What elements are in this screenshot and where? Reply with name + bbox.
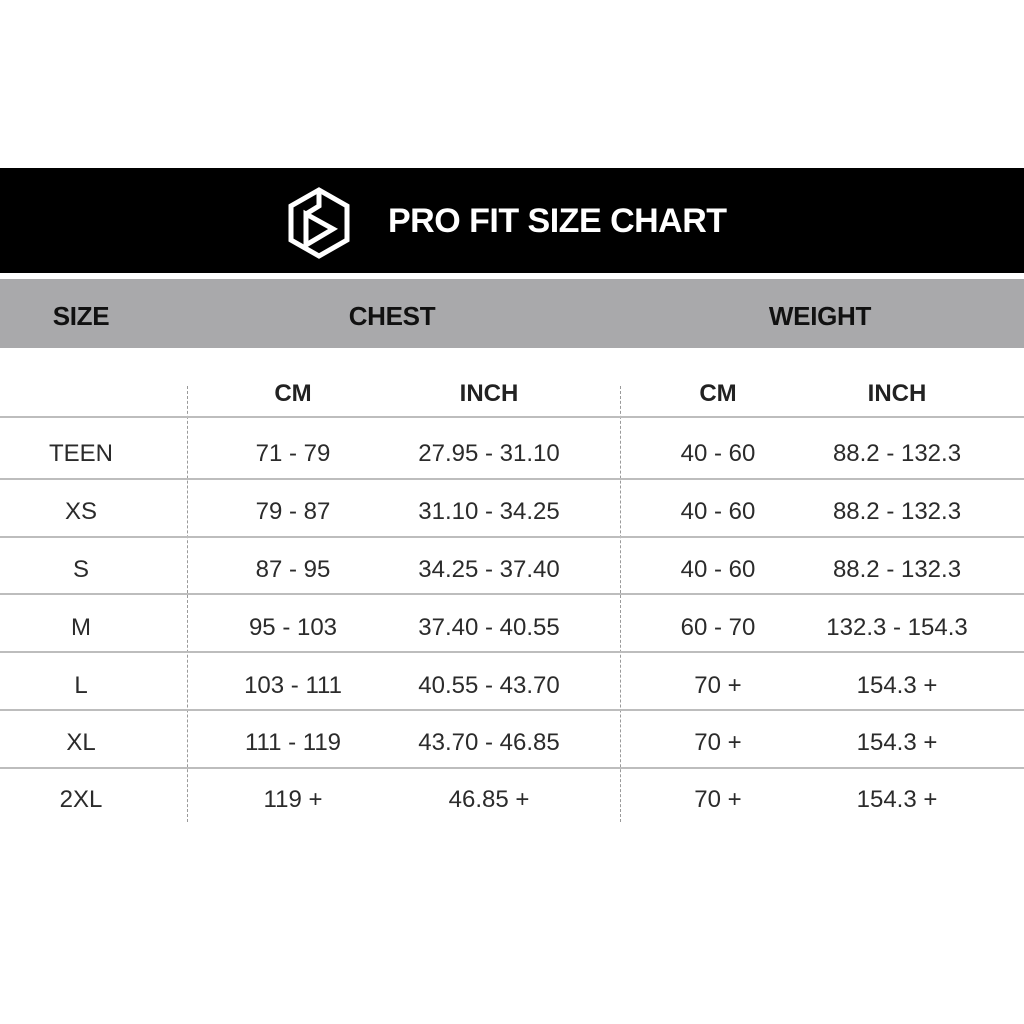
cell-weight-inch: 88.2 - 132.3 bbox=[832, 556, 962, 583]
cell-chest-inch: 43.70 - 46.85 bbox=[418, 729, 560, 756]
subheader-weight-cm: CM bbox=[699, 380, 737, 407]
cell-weight-cm: 40 - 60 bbox=[680, 556, 756, 583]
cell-weight-inch: 88.2 - 132.3 bbox=[832, 440, 962, 467]
cell-chest-cm: 103 - 111 bbox=[244, 672, 342, 699]
subheader-chest-cm: CM bbox=[274, 380, 312, 407]
cell-chest-cm: 95 - 103 bbox=[248, 614, 338, 641]
subheader-chest-inch: INCH bbox=[459, 380, 519, 407]
cell-weight-inch: 154.3 + bbox=[856, 786, 938, 813]
cell-weight-inch: 154.3 + bbox=[856, 729, 938, 756]
cell-chest-inch: 46.85 + bbox=[448, 786, 530, 813]
cell-size: XS bbox=[64, 498, 98, 525]
cell-chest-cm: 71 - 79 bbox=[255, 440, 331, 467]
title-banner bbox=[0, 168, 1024, 273]
cell-weight-inch: 88.2 - 132.3 bbox=[832, 498, 962, 525]
cell-size: XL bbox=[66, 729, 96, 756]
cell-chest-cm: 87 - 95 bbox=[255, 556, 331, 583]
cell-chest-inch: 31.10 - 34.25 bbox=[418, 498, 560, 525]
cell-size: TEEN bbox=[48, 440, 114, 467]
cell-chest-inch: 27.95 - 31.10 bbox=[418, 440, 560, 467]
size-column-divider bbox=[187, 386, 188, 822]
header-chest: CHEST bbox=[348, 301, 436, 331]
cell-chest-cm: 111 - 119 bbox=[244, 729, 342, 756]
header-weight: WEIGHT bbox=[768, 301, 872, 331]
row-divider bbox=[0, 536, 1024, 538]
header-size: SIZE bbox=[52, 301, 110, 331]
row-divider bbox=[0, 593, 1024, 595]
cell-weight-inch: 154.3 + bbox=[856, 672, 938, 699]
cell-chest-cm: 79 - 87 bbox=[255, 498, 331, 525]
subheader-weight-inch: INCH bbox=[867, 380, 927, 407]
cell-chest-inch: 40.55 - 43.70 bbox=[418, 672, 560, 699]
row-divider bbox=[0, 416, 1024, 418]
cell-chest-cm: 119 + bbox=[263, 786, 323, 813]
cell-weight-cm: 70 + bbox=[694, 729, 742, 756]
cell-size: 2XL bbox=[59, 786, 103, 813]
chart-title: PRO FIT SIZE CHART bbox=[388, 202, 727, 240]
cell-weight-cm: 70 + bbox=[694, 672, 742, 699]
cell-chest-inch: 37.40 - 40.55 bbox=[418, 614, 560, 641]
cell-weight-cm: 40 - 60 bbox=[680, 498, 756, 525]
row-divider bbox=[0, 709, 1024, 711]
chest-weight-divider bbox=[620, 386, 621, 822]
column-group-header bbox=[0, 279, 1024, 348]
cell-size: L bbox=[74, 672, 88, 699]
cell-weight-cm: 60 - 70 bbox=[680, 614, 756, 641]
row-divider bbox=[0, 478, 1024, 480]
cell-chest-inch: 34.25 - 37.40 bbox=[418, 556, 560, 583]
cell-weight-cm: 40 - 60 bbox=[680, 440, 756, 467]
row-divider bbox=[0, 651, 1024, 653]
hexagon-triangle-logo-icon bbox=[287, 187, 351, 259]
row-divider bbox=[0, 767, 1024, 769]
cell-weight-inch: 132.3 - 154.3 bbox=[826, 614, 968, 641]
cell-size: S bbox=[72, 556, 90, 583]
cell-weight-cm: 70 + bbox=[694, 786, 742, 813]
cell-size: M bbox=[71, 614, 91, 641]
